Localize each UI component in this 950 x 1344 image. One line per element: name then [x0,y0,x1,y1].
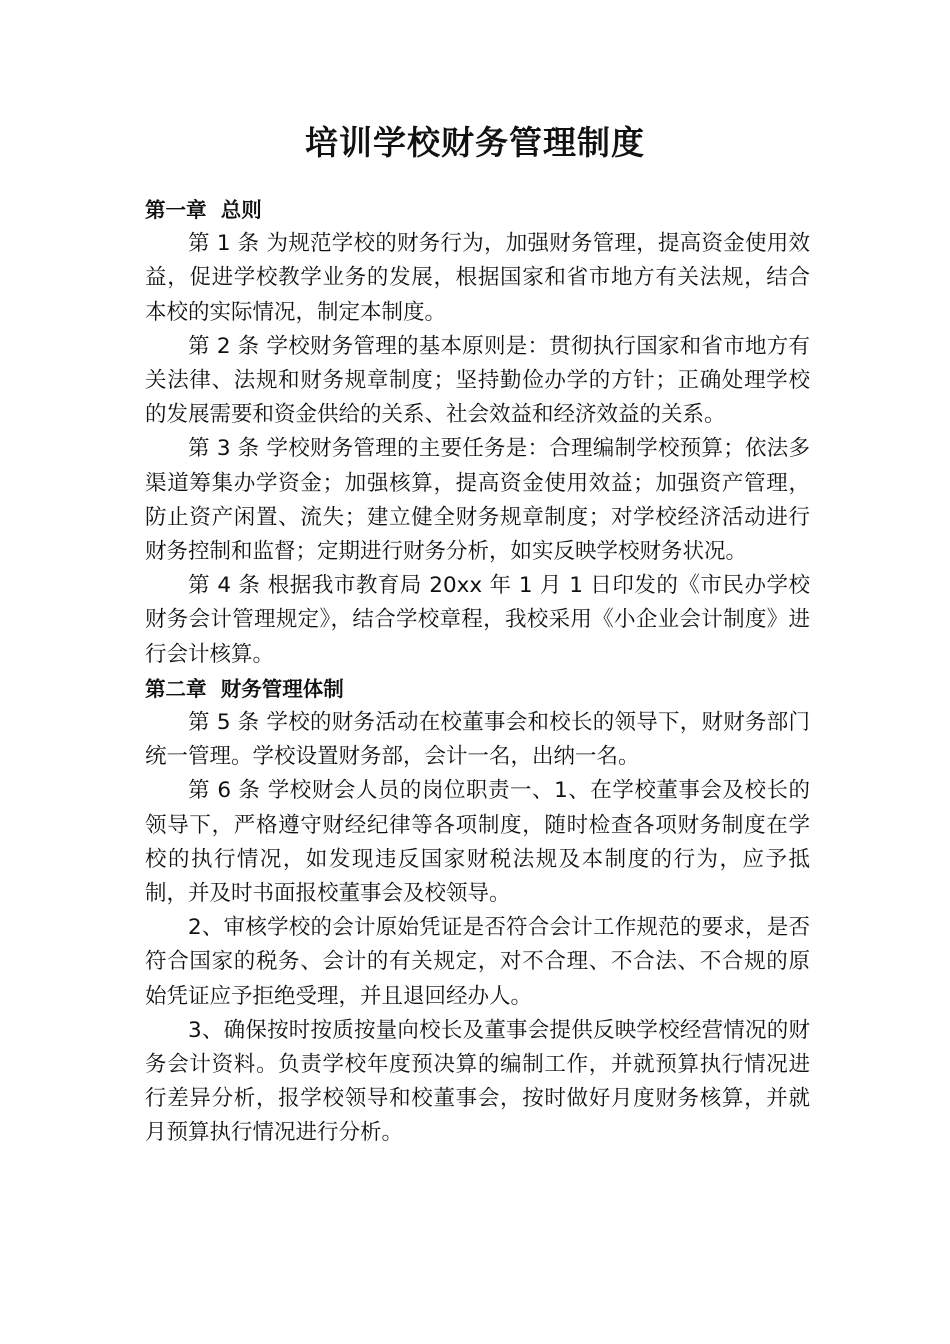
article-paragraph: 第 3 条 学校财务管理的主要任务是：合理编制学校预算；依法多渠道筹集办学资金；加强核算，提高资金使用效益；加强资产管理，防止资产闲置、流失；建立健全财务规章制度；对学校经济活动进行财务控制和监督；定期进行财务分析，如实反映学校财务状况。 [145,436,810,565]
article-paragraph: 2、审核学校的会计原始凭证是否符合会计工作规范的要求，是否符合国家的税务、会计的有关规定，对不合理、不合法、不合规的原始凭证应予拒绝受理，并且退回经办人。 [145,915,810,1009]
article-paragraph: 第 2 条 学校财务管理的基本原则是：贯彻执行国家和省市地方有关法律、法规和财务规章制度；坚持勤俭办学的方针；正确处理学校的发展需要和资金供给的关系、社会效益和经济效益的关系。 [145,333,810,428]
document-body [145,193,810,1151]
article-paragraph: 第 5 条 学校的财务活动在校董事会和校长的领导下，财财务部门统一管理。学校设置财务部，会计一名，出纳一名。 [145,710,810,770]
article-paragraph: 第 1 条 为规范学校的财务行为，加强财务管理，提高资金使用效益，促进学校教学业务的发展，根据国家和省市地方有关法规，结合本校的实际情况，制定本制度。 [145,231,810,325]
article-paragraph: 第 6 条 学校财会人员的岗位职责一、1、在学校董事会及校长的领导下，严格遵守财经纪律等各项制度，随时检查各项财务制度在学校的执行情况，如发现违反国家财税法规及本制度的行为，应予抵制，并及时书面报校董事会及校领导。 [145,778,810,907]
article-paragraph: 第 4 条 根据我市教育局 20xx 年 1 月 1 日印发的《市民办学校财务会计管理规定》，结合学校章程，我校采用《小企业会计制度》进行会计核算。 [145,573,810,667]
document-title: 培训学校财务管理制度 [305,123,645,162]
chapter-heading: 第一章 总则 [145,198,262,222]
chapter-heading: 第二章 财务管理体制 [145,676,344,701]
article-paragraph: 3、确保按时按质按量向校长及董事会提供反映学校经营情况的财务会计资料。负责学校年度预决算的编制工作，并就预算执行情况进行差异分析，报学校领导和校董事会，按时做好月度财务核算，并就月预算执行情况进行分析。 [145,1017,810,1146]
